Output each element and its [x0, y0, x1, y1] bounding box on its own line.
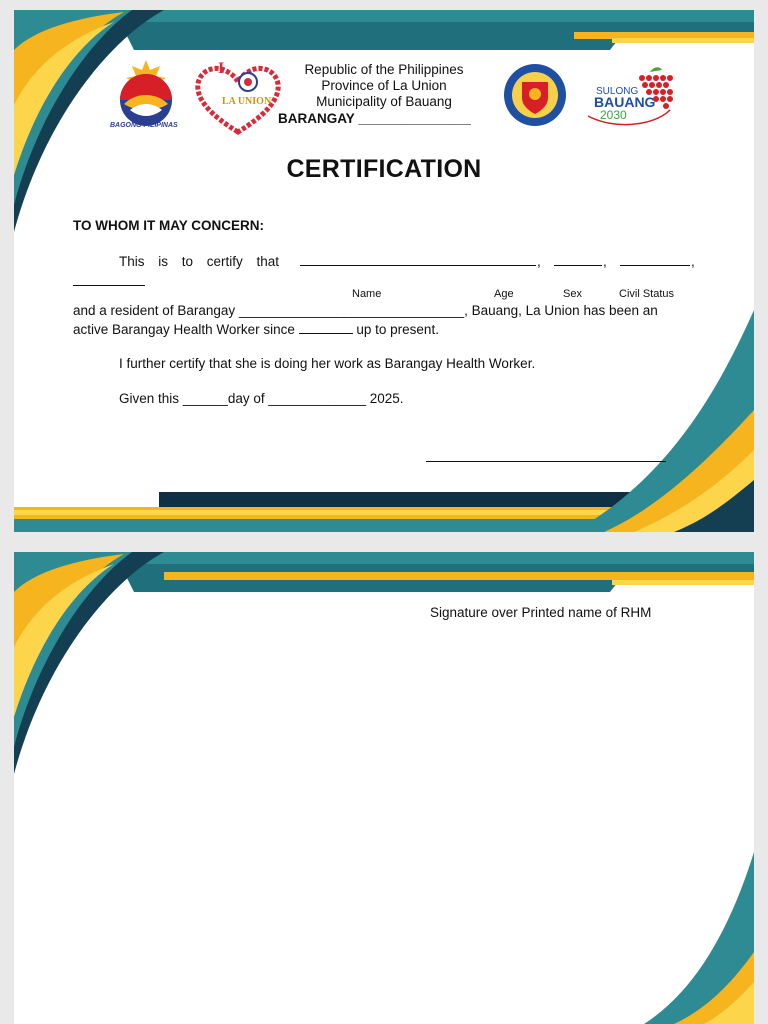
since-lead: active Barangay Health Worker since — [73, 322, 295, 337]
certificate-page-2 — [14, 552, 754, 1024]
page2-border-decoration — [14, 552, 754, 1024]
label-name: Name — [352, 288, 382, 300]
civil-status-blank — [73, 285, 145, 286]
age-blank — [554, 265, 602, 266]
document-title: CERTIFICATION — [286, 155, 482, 183]
sulong-bauang-2030-logo — [584, 66, 680, 128]
comma-2: , — [603, 254, 607, 269]
since-year-blank — [299, 321, 353, 334]
certificate-page-1 — [14, 10, 754, 532]
i-love-la-union-logo — [192, 62, 284, 136]
year-2030-text: 2030 — [600, 108, 627, 122]
bagong-pilipinas-logo — [106, 56, 186, 136]
label-civil-status: Civil Status — [619, 288, 675, 300]
header-province: Province of La Union — [321, 78, 447, 93]
name-blank — [300, 265, 536, 266]
bagong-pilipinas-text: BAGONG PILIPINAS — [110, 122, 178, 129]
bauang-text: BAUANG — [594, 94, 656, 110]
comma-1: , — [537, 254, 541, 269]
header-barangay: BARANGAY _______________ — [278, 111, 471, 126]
la-union-i-letter: I — [218, 60, 225, 77]
signature-line — [426, 461, 666, 462]
resident-line: and a resident of Barangay ______________________________, Bauang, La Union has been an — [73, 303, 658, 318]
sulong-text: SULONG — [596, 86, 639, 97]
label-sex: Sex — [563, 288, 582, 300]
further-certify: I further certify that she is doing her work as Barangay Health Worker. — [119, 356, 536, 371]
comma-3: , — [691, 254, 695, 269]
signature-caption: Signature over Printed name of RHM — [430, 605, 652, 620]
la-union-text: LA UNION — [222, 96, 272, 107]
salutation: TO WHOM IT MAY CONCERN: — [73, 218, 265, 233]
header-municipality: Municipality of Bauang — [316, 94, 452, 109]
certify-lead: This is to certify that — [119, 254, 280, 269]
bauang-seal — [502, 62, 568, 128]
since-line — [73, 321, 439, 337]
sex-blank — [620, 265, 690, 266]
municipal-seal-icon — [502, 62, 568, 128]
label-age: Age — [494, 288, 514, 300]
header-republic: Republic of the Philippines — [304, 62, 464, 77]
given-line: Given this ______day of _____________ 2025. — [119, 391, 404, 406]
since-tail: up to present. — [356, 322, 439, 337]
